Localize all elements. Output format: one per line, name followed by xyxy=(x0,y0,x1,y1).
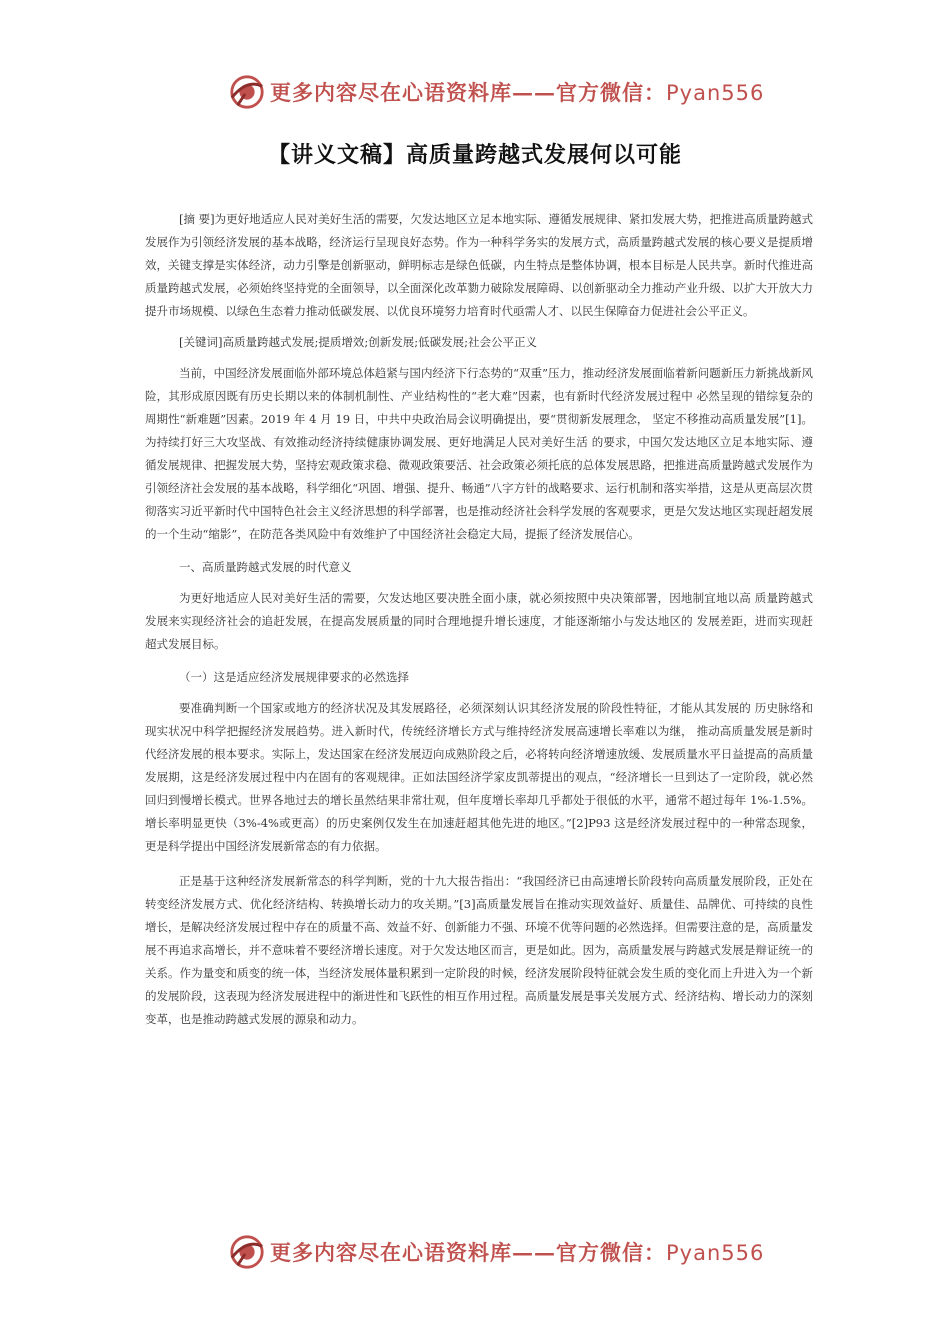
banner-text xyxy=(270,1237,764,1267)
library-logo-icon xyxy=(228,1233,266,1271)
banner-slogan: 更多内容尽在心语资料库 xyxy=(270,80,512,105)
banner-separator: —— xyxy=(512,80,556,105)
banner-wechat-label: 官方微信： xyxy=(556,1240,666,1265)
section-heading: 一、高质量跨越式发展的时代意义 xyxy=(179,560,352,574)
document-body xyxy=(145,208,813,1031)
header-banner xyxy=(0,70,950,114)
banner-slogan: 更多内容尽在心语资料库 xyxy=(270,1240,512,1265)
footer-banner xyxy=(0,1230,950,1274)
library-logo-icon xyxy=(228,73,266,111)
abstract-paragraph: [摘 要]为更好地适应人民对美好生活的需要，欠发达地区立足本地实际、遵循发展规律、紧扣发展大势，把推进高质量跨越式发展作为引领经济发展的基本战略，经济运行呈现良好态势。作为一种科学务实的发展方式，高质量跨越式发展的核心要义是提质增效，关键支撑是实体经济，动力引擎是创新驱动，鲜明标志是绿色低碳，内生特点是整体协调，根本目标是人民共享。新时代推进高质量跨越式发展，必须始终坚持党的全面领导，以全面深化改革勠力破除发展障碍、以创新驱动全力推动产业升级、以扩大开放大力提升市场规模、以绿色生态着力推动低碳发展、以优良环境努力培育时代亟需人才、以民生保障奋力促进社会公平正义。 xyxy=(145,212,813,318)
document-title: 【讲义文稿】高质量跨越式发展何以可能 xyxy=(267,143,682,168)
banner-wechat-label: 官方微信： xyxy=(556,80,666,105)
banner-wechat-id: Pyan556 xyxy=(666,1241,765,1265)
section-paragraph: 为更好地适应人民对美好生活的需要，欠发达地区要决胜全面小康，就必须按照中央决策部署，因地制宜地以高 质量跨越式发展来实现经济社会的追赶发展，在提高发展质量的同时合理地提升增长速度，才能逐渐缩小与发达地区的 发展差距，进而实现赶超式发展目标。 xyxy=(145,591,813,651)
subsection-paragraph-1: 要准确判断一个国家或地方的经济状况及其发展路径，必须深刻认识其经济发展的阶段性特征，才能从其发展的 历史脉络和现实状况中科学把握经济发展趋势。进入新时代，传统经济增长方式与维持经济发展高速增长率难以为继， 推动高质量发展是新时代经济发展的根本要求。实际上，发达国家在经济发展迈向成熟阶段之后，必将转向经济增速放缓、发展质量水平日益提高的高质量发展期，这是经济发展过程中内在固有的客观规律。正如法国经济学家皮凯蒂提出的观点，“经济增长一旦到达了一定阶段，就必然回归到慢增长模式。世界各地过去的增长虽然结果非常壮观，但年度增长率却几乎都处于很低的水平，通常不超过每年 1%-1.5%。增长率明显更快（3%-4%或更高）的历史案例仅发生在加速赶超其他先进的地区。”[2]P93 这是经济发展过程中的一种常态现象，更是科学提出中国经济发展新常态的有力依据。 xyxy=(145,701,813,853)
subsection-heading: （一）这是适应经济发展规律要求的必然选择 xyxy=(179,670,409,684)
intro-paragraph: 当前，中国经济发展面临外部环境总体趋紧与国内经济下行态势的“双重”压力，推动经济发展面临着新问题新压力新挑战新风险，其形成原因既有历史长期以来的体制机制性、产业结构性的“老大难”因素，也有新时代经济发展过程中 必然呈现的错综复杂的周期性“新难题”因素。2019 年 4 月 19 日，中共中央政治局会议明确提出，要“贯彻新发展理念， 坚定不移推动高质量发展”[1]。为持续打好三大攻坚战、有效推动经济持续健康协调发展、更好地满足人民对美好生活 的要求，中国欠发达地区立足本地实际、遵循发展规律、把握发展大势，坚持宏观政策求稳、微观政策要活、社会政策必须托底的总体发展思路，把推进高质量跨越式发展作为引领经济社会发展的基本战略，科学细化“巩固、增强、提升、畅通”八字方针的战略要求、运行机制和落实举措，这是从更高层次贯彻落实习近平新时代中国特色社会主义经济思想的科学部署，也是推动经济社会科学发展的客观要求，更是欠发达地区实现赶超发展的一个生动“缩影”，在防范各类风险中有效维护了中国经济社会稳定大局，提振了经济发展信心。 xyxy=(145,366,813,541)
keywords-paragraph: [关键词]高质量跨越式发展;提质增效;创新发展;低碳发展;社会公平正义 xyxy=(179,335,537,349)
banner-wechat-id: Pyan556 xyxy=(666,81,765,105)
subsection-paragraph-2: 正是基于这种经济发展新常态的科学判断，党的十九大报告指出：“我国经济已由高速增长阶段转向高质量发展阶段，正处在转变经济发展方式、优化经济结构、转换增长动力的攻关期。”[3]高质量发展旨在推动实现效益好、质量佳、品牌优、可持续的良性增长，是解决经济发展过程中存在的质量不高、效益不好、创新能力不强、环境不优等问题的必然选择。但需要注意的是，高质量发展不再追求高增长，并不意味着不要经济增长速度。对于欠发达地区而言，更是如此。因为，高质量发展与跨越式发展是辩证统一的关系。作为量变和质变的统一体，当经济发展体量积累到一定阶段的时候，经济发展阶段特征就会发生质的变化而上升进入为一个新的发展阶段，这表现为经济发展进程中的渐进性和飞跃性的相互作用过程。高质量发展是事关发展方式、经济结构、增长动力的深刻变革，也是推动跨越式发展的源泉和动力。 xyxy=(145,874,813,1026)
banner-text xyxy=(270,77,764,107)
banner-separator: —— xyxy=(512,1240,556,1265)
